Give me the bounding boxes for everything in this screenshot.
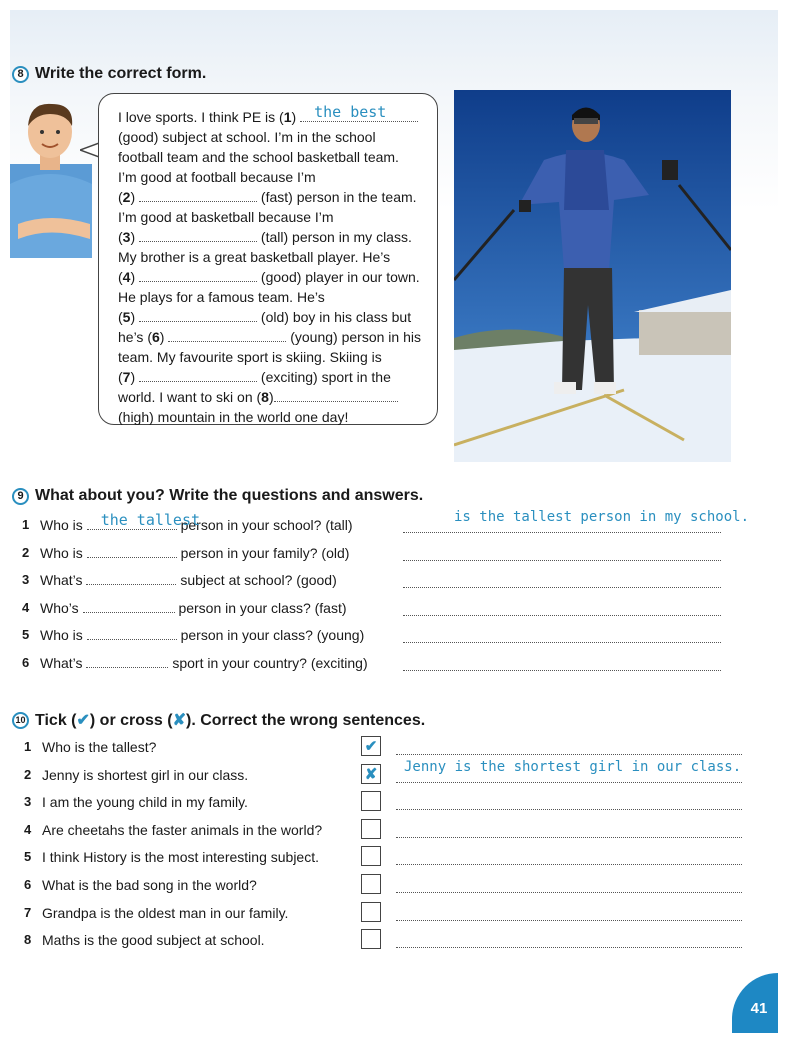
answer-blank-5[interactable] (139, 309, 257, 322)
exercise-8-heading (12, 65, 206, 83)
sentence-text: Are cheetahs the faster animals in the world? (42, 821, 323, 838)
line-text: (young) person in his (290, 329, 421, 345)
sentence-number: 2 (24, 766, 32, 782)
sentence-number: 8 (24, 932, 32, 948)
handwritten-answer: the tallest (100, 511, 201, 529)
sentence-text: Who is the tallest? (42, 739, 157, 755)
sentence-text: I am the young child in my family. (42, 794, 248, 811)
bubble-line (118, 328, 421, 346)
question-row (40, 544, 349, 562)
line-text: ) (268, 389, 274, 405)
gap-number: 8 (261, 389, 269, 405)
question-blank[interactable] (83, 600, 175, 613)
sentence-text: Maths is the good subject at school. (42, 932, 265, 949)
line-text: team. My favourite sport is skiing. Skiing is (118, 349, 382, 365)
question-number: 6 (22, 654, 30, 670)
tick-box[interactable] (361, 874, 381, 894)
line-text: I’m good at basketball because I’m (118, 209, 334, 225)
sentence-text: Jenny is shortest girl in our class. (42, 766, 249, 783)
question-number: 2 (22, 544, 30, 560)
bubble-line (118, 408, 348, 426)
gap-number: 5 (122, 309, 131, 325)
question-number: 5 (22, 627, 30, 642)
answer-blank-4[interactable] (139, 269, 257, 282)
question-blank[interactable] (87, 511, 201, 530)
sentence-number: 7 (24, 904, 32, 920)
bubble-line (118, 148, 399, 166)
tick-box[interactable] (361, 846, 381, 866)
answer-blank-7[interactable] (139, 369, 257, 382)
question-start: What’s (40, 572, 83, 588)
line-text: (exciting) sport in the (260, 369, 391, 385)
title-part-b: ) or cross ( (89, 712, 173, 729)
line-text: ) (291, 109, 301, 125)
question-row (40, 626, 364, 644)
question-start: What’s (40, 654, 83, 671)
answer-blank-8[interactable] (274, 389, 398, 402)
bubble-line (118, 103, 418, 126)
gap-number: 2 (122, 189, 131, 205)
tick-mark-icon: ✔ (364, 738, 378, 755)
sentence-text: What is the bad song in the world? (42, 877, 257, 893)
line-text: football team and the school basketball team. (118, 149, 399, 165)
cross-mark-icon: ✘ (364, 765, 378, 783)
question-blank[interactable] (87, 627, 177, 640)
line-text: I love sports. I think PE is ( (118, 109, 284, 125)
exercise-10-title (35, 710, 425, 730)
bubble-line (118, 168, 316, 186)
bubble-line (118, 188, 417, 206)
title-part-c: ). Correct the wrong sentences. (186, 712, 426, 729)
line-text: ( (118, 369, 123, 385)
line-text: ( (118, 269, 123, 285)
line-text: he’s ( (118, 329, 152, 345)
question-end: person in your school? (tall) (180, 517, 353, 533)
tick-box[interactable] (361, 736, 381, 756)
sentence-text: I think History is the most interesting subject. (42, 849, 319, 866)
bubble-line (118, 288, 325, 306)
question-end: person in your class? (young) (180, 627, 365, 643)
workbook-page (10, 10, 778, 1033)
gap-number: 4 (122, 269, 131, 285)
exercise-10-heading (12, 710, 425, 730)
exercise-10-number: 10 (12, 712, 29, 729)
line-text: (good) player in our town. (260, 269, 420, 285)
tick-box[interactable] (361, 764, 381, 784)
question-end: person in your class? (fast) (178, 599, 347, 616)
sentence-text: Grandpa is the oldest man in our family. (42, 904, 289, 921)
line-text: (fast) person in the team. (260, 189, 417, 205)
answer-line[interactable] (403, 641, 721, 643)
answer-line[interactable] (403, 614, 721, 616)
correction-line[interactable] (396, 863, 742, 865)
answer-blank-3[interactable] (139, 229, 257, 242)
question-blank[interactable] (87, 545, 177, 558)
question-number: 3 (22, 572, 30, 587)
line-text: ( (118, 189, 123, 205)
correction-line[interactable] (396, 808, 742, 810)
bubble-line (118, 208, 334, 226)
line-text: (old) boy in his class but (260, 309, 412, 325)
tick-icon: ✔ (76, 712, 90, 729)
exercise-9-title: What about you? Write the questions and answers. (35, 487, 424, 504)
line-text: (good) subject at school. I’m in the school (118, 129, 376, 145)
question-row (40, 654, 368, 672)
correction-line[interactable] (396, 919, 742, 921)
handwritten-full-answer: is the tallest person in my school. (454, 509, 750, 525)
question-row (40, 599, 347, 617)
exercise-8-title: Write the correct form. (35, 65, 207, 82)
bubble-line (118, 268, 420, 286)
line-text: (tall) person in my class. (260, 229, 412, 245)
correction-line[interactable] (396, 753, 742, 755)
page-number-tab (732, 973, 778, 1033)
question-start: Who is (40, 544, 83, 561)
answer-blank-1[interactable] (300, 103, 418, 122)
question-end: person in your family? (old) (180, 544, 350, 561)
correction-line[interactable] (396, 836, 742, 838)
bubble-line (118, 128, 376, 146)
answer-line[interactable] (403, 559, 721, 561)
exercise-8-number: 8 (12, 66, 29, 83)
sentence-number: 5 (24, 849, 32, 865)
line-text: ) (130, 269, 140, 285)
answer-line[interactable] (403, 531, 721, 533)
line-text: ) (130, 309, 140, 325)
sentence-number: 4 (24, 821, 32, 837)
page-number: 41 (750, 999, 768, 1017)
gap-number: 6 (151, 329, 160, 345)
question-number: 1 (22, 517, 30, 532)
answer-line[interactable] (403, 669, 721, 671)
bubble-line (118, 248, 390, 266)
question-blank[interactable] (86, 572, 176, 585)
cross-icon: ✘ (172, 712, 186, 729)
line-text: My brother is a great basketball player. He’s (118, 249, 391, 265)
bubble-line (118, 368, 391, 386)
correction-line[interactable] (396, 946, 742, 948)
bubble-line (118, 388, 398, 406)
question-blank[interactable] (86, 655, 168, 668)
sentence-number: 1 (24, 739, 32, 754)
tick-box[interactable] (361, 902, 381, 922)
sentence-number: 3 (24, 794, 32, 810)
gap-number: 7 (122, 369, 131, 385)
line-text: ) (130, 229, 140, 245)
correction-line[interactable] (396, 891, 742, 893)
question-row (40, 571, 337, 589)
question-start: Who is (40, 517, 83, 533)
line-text: ) (130, 369, 140, 385)
line-text: I’m good at football because I’m (118, 169, 316, 185)
gap-number: 3 (122, 229, 131, 245)
line-text: (high) mountain in the world one day! (118, 409, 349, 425)
question-start: Who’s (40, 599, 79, 616)
line-text: He plays for a famous team. He’s (118, 289, 325, 305)
skier-photo (454, 90, 731, 462)
sentence-number: 6 (24, 877, 32, 892)
line-text: ( (118, 229, 123, 245)
line-text: ) (159, 329, 169, 345)
handwritten-answer: the best (314, 103, 387, 121)
question-start: Who is (40, 627, 83, 643)
answer-line[interactable] (403, 586, 721, 588)
handwritten-correction: Jenny is the shortest girl in our class. (404, 758, 742, 775)
answer-blank-2[interactable] (139, 189, 257, 202)
title-part-a: Tick ( (35, 712, 77, 729)
line-text: ( (118, 309, 123, 325)
bubble-line (118, 228, 412, 246)
line-text: ) (130, 189, 140, 205)
bubble-line (118, 348, 382, 366)
question-end: sport in your country? (exciting) (172, 654, 368, 671)
gap-number: 1 (283, 109, 292, 125)
answer-blank-6[interactable] (168, 329, 286, 342)
tick-box[interactable] (361, 791, 381, 811)
correction-line[interactable] (396, 781, 742, 783)
bubble-line (118, 308, 411, 326)
question-row (40, 511, 353, 534)
boy-illustration (10, 94, 92, 258)
tick-box[interactable] (361, 929, 381, 949)
line-text: world. I want to ski on ( (118, 389, 262, 405)
exercise-9-number: 9 (12, 488, 29, 505)
question-number: 4 (22, 599, 30, 615)
exercise-9-heading (12, 487, 423, 505)
tick-box[interactable] (361, 819, 381, 839)
question-end: subject at school? (good) (180, 572, 337, 588)
